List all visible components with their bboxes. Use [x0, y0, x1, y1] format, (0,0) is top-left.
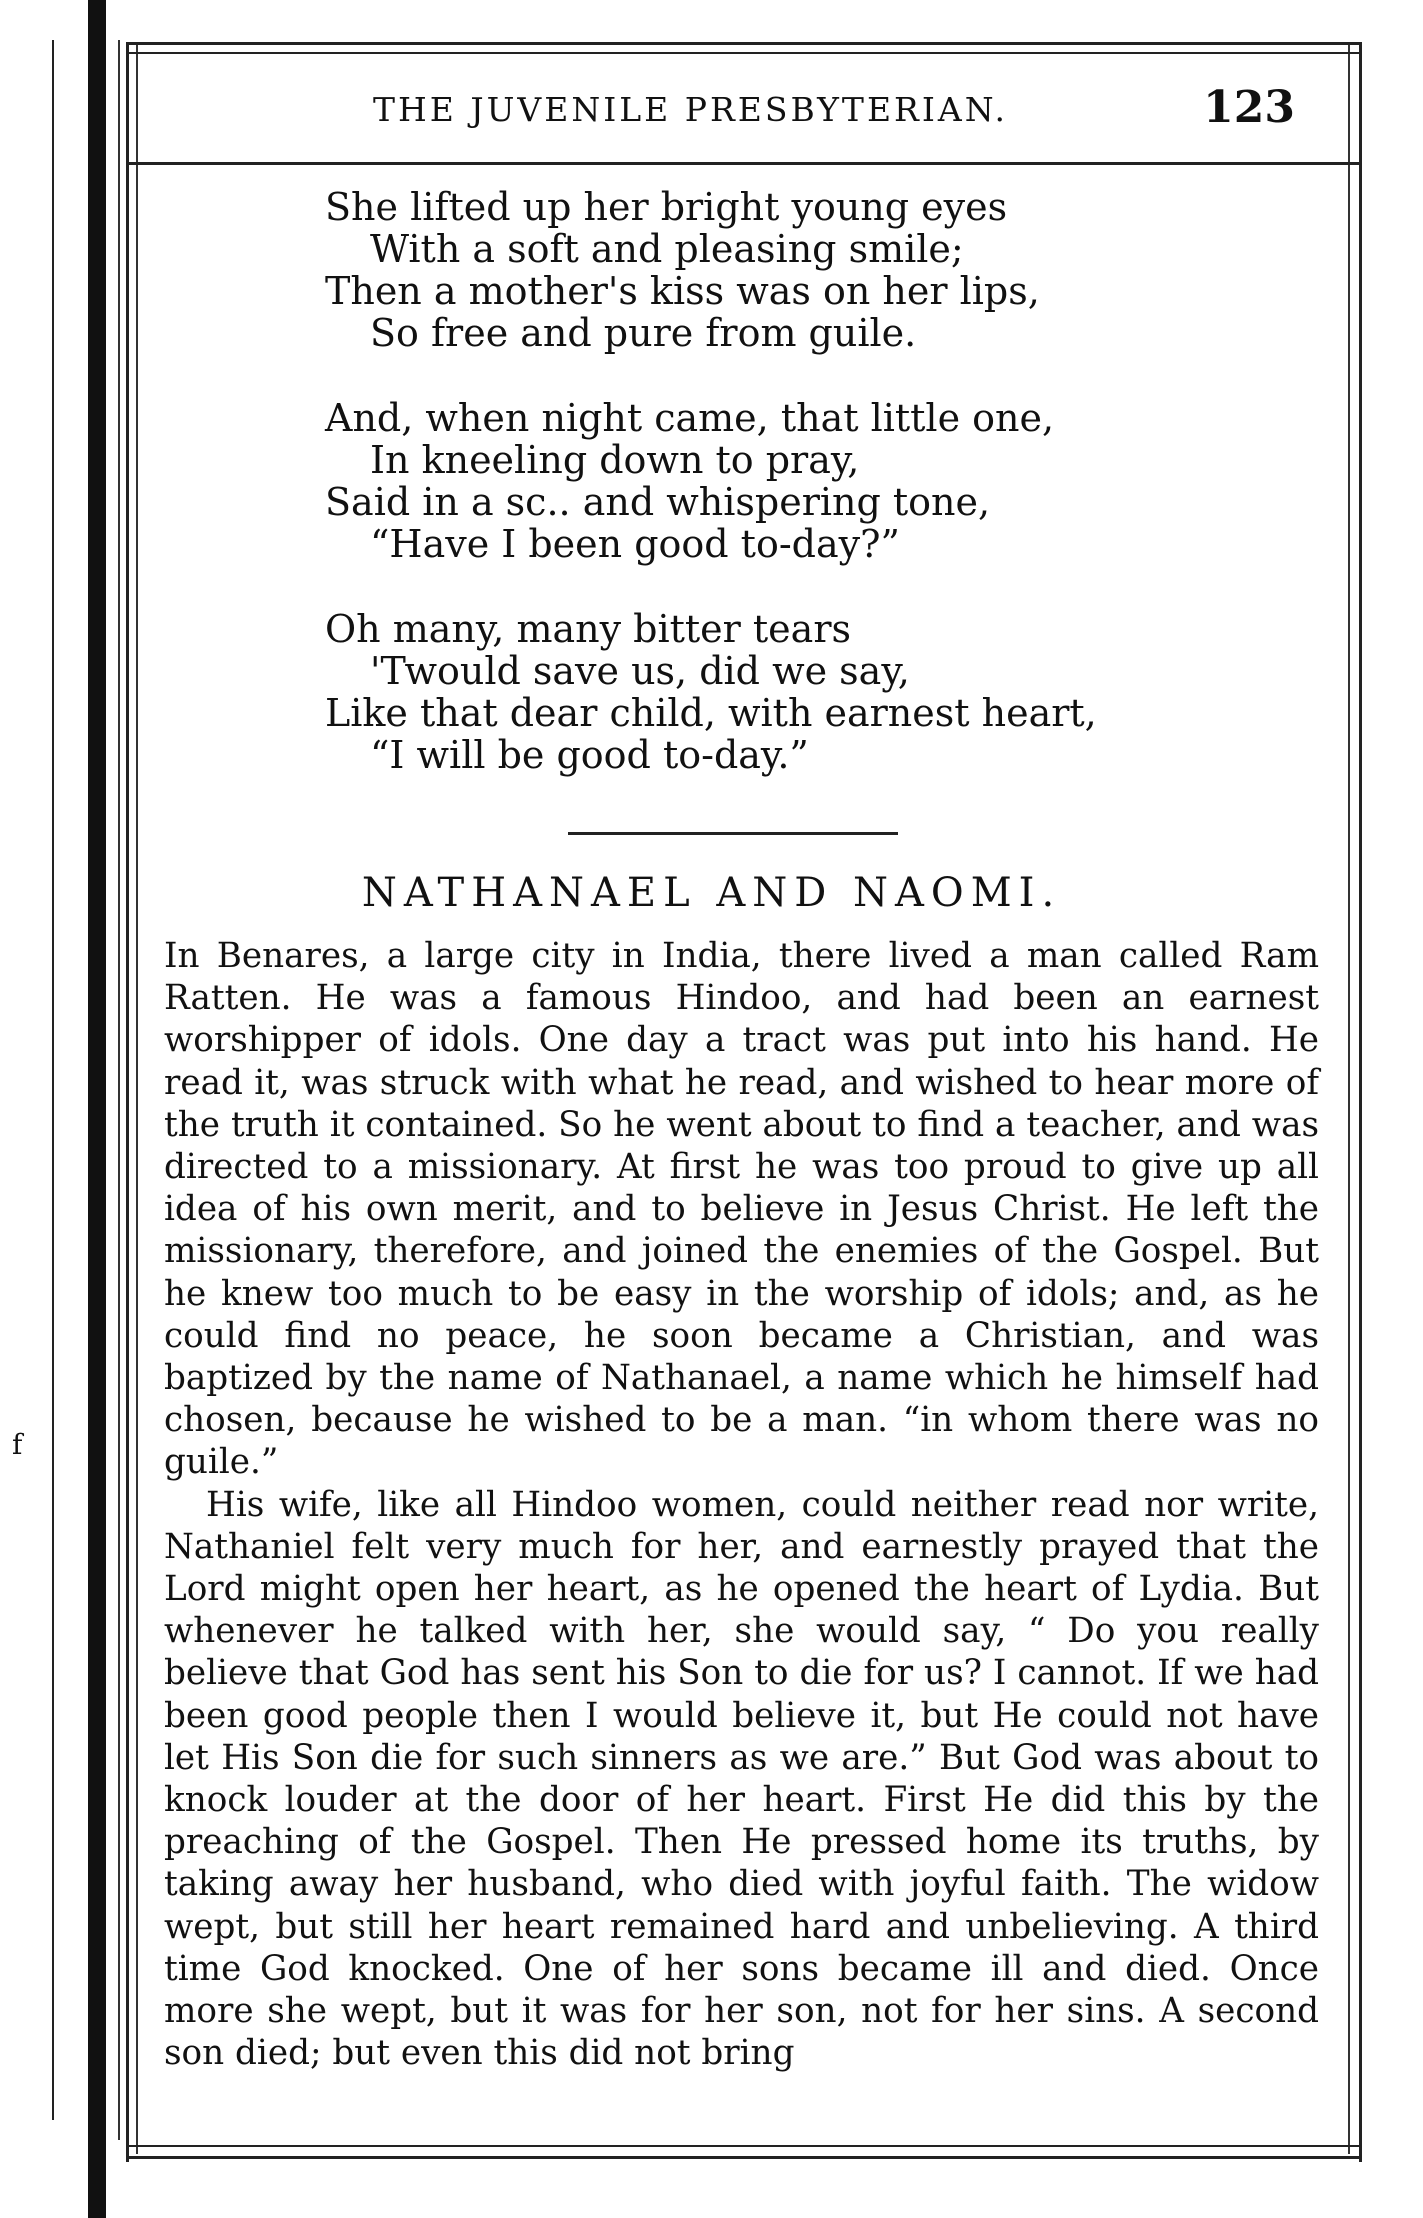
poem-line: With a soft and pleasing smile; [370, 227, 964, 271]
poem-line: Then a mother's kiss was on her lips, [325, 269, 1040, 313]
bottom-rule [126, 2145, 1359, 2147]
paragraph: In Benares, a large city in India, there lived a man called Ram Ratten. He was a famous Hindoo, and had been an earnest worshipper of idols. One day a tract was put into his hand. He read it, was struck with what he read, and wished to hear more of the truth it contained. So he went about to find a teacher, and was directed to a missionary. At first he was too proud to give up all idea of his own merit, and to believe in Jesus Christ. He left the missionary, therefore, and joined the enemies of the Gospel. But he knew too much to be easy in the worship of idols; and, as he could find no peace, he soon became a Christian, and was baptized by the name of Nathanael, a name which he himself had chosen, because he wished to be a man. “in whom there was no guile.” [164, 936, 1319, 1483]
header-rule [126, 162, 1359, 165]
poem-line: Said in a sc.. and whispering tone, [325, 480, 991, 524]
article-title: NATHANAEL AND NAOMI. [361, 870, 1062, 916]
stanza [325, 186, 1097, 354]
stanza [325, 397, 1097, 565]
poem-line: “I will be good to-day.” [370, 733, 809, 777]
poem-line: And, when night came, that little one, [325, 396, 1055, 440]
top-rule [126, 52, 1359, 54]
poem-line: “Have I been good to-day?” [370, 522, 900, 566]
poem [325, 186, 1097, 819]
poem-line: So free and pure from guile. [370, 311, 917, 355]
margin-line [52, 40, 54, 2120]
running-title: THE JUVENILE PRESBYTERIAN. [373, 90, 1009, 129]
running-header [145, 82, 1325, 142]
margin-mark: f [12, 1428, 23, 1461]
bottom-rule [126, 2156, 1359, 2159]
binding-edge [88, 0, 106, 2218]
section-divider [568, 832, 898, 835]
poem-line: She lifted up her bright young eyes [325, 185, 1008, 229]
page-number: 123 [1203, 82, 1295, 133]
poem-line: In kneeling down to pray, [370, 438, 860, 482]
top-rule [126, 42, 1359, 45]
stanza [325, 608, 1097, 776]
margin-line [118, 40, 120, 2140]
poem-line: Oh many, many bitter tears [325, 607, 851, 651]
poem-line: 'Twould save us, did we say, [370, 649, 910, 693]
article-body [164, 935, 1319, 2074]
poem-line: Like that dear child, with earnest heart, [325, 691, 1097, 735]
paragraph: His wife, like all Hindoo women, could neither read nor write, Nathaniel felt very much for her, and earnestly prayed that the Lord might open her heart, as he opened the heart of Lydia. But whenever he talked with her, she would say, “ Do you really believe that God has sent his Son to die for us? I cannot. If we had been good people then I would believe it, but He could not have let His Son die for such sinners as we are.” But God was about to knock louder at the door of her heart. First He did this by the preaching of the Gospel. Then He pressed home its truths, by taking away her husband, who died with joyful faith. The widow wept, but still her heart remained hard and unbelieving. A third time God knocked. One of her sons became ill and died. Once more she wept, but it was for her son, not for her sins. A second son died; but even this did not bring [164, 1484, 1319, 2074]
